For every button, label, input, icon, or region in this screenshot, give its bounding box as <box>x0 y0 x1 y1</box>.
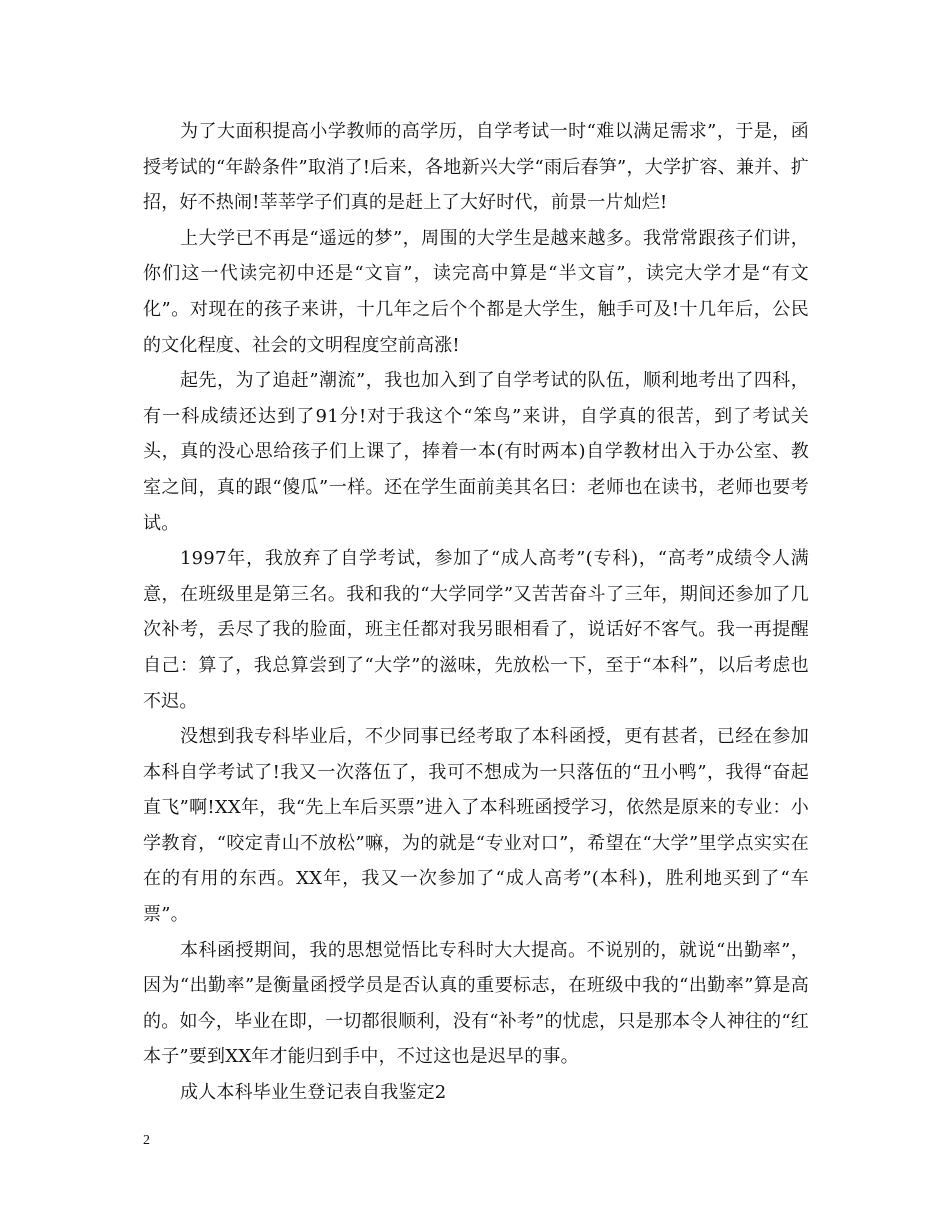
paragraph-1: 为了大面积提高小学教师的高学历，自学考试一时“难以满足需求”，于是，函授考试的“年龄条件”取消了!后来，各地新兴大学“雨后春笋”，大学扩容、兼并、扩招，好不热闹!莘莘学子们真的是赶上了大好时代，前景一片灿烂! <box>143 121 809 214</box>
paragraph-6: 本科函授期间，我的思想觉悟比专科时大大提高。不说别的，就说“出勤率”，因为“出勤率”是衡量函授学员是否认真的重要标志，在班级中我的“出勤率”算是高的。如今，毕业在即，一切都很顺利，没有“补考”的忧虑，只是那本令人神往的“红本子”要到XX年才能归到手中，不过这也是迟早的事。 <box>143 939 809 1068</box>
paragraph-5: 没想到我专科毕业后，不少同事已经考取了本科函授，更有甚者，已经在参加本科自学考试了!我又一次落伍了，我可不想成为一只落伍的“丑小鸭”，我得“奋起直飞”啊!XX年，我“先上车后买票”进入了本科班函授学习，依然是原来的专业：小学教育，“咬定青山不放松”嘛，为的就是“专业对口”，希望在“大学”里学点实实在在的有用的东西。XX年，我又一次参加了“成人高考”(本科)，胜利地买到了“车票”。 <box>143 726 809 926</box>
paragraph-3: 起先，为了追赶”潮流”，我也加入到了自学考试的队伍，顺利地考出了四科，有一科成绩还达到了91分!对于我这个“笨鸟”来讲，自学真的很苦，到了考试关头，真的没心思给孩子们上课了，捧着一本(有时两本)自学教材出入于办公室、教室之间，真的跟“傻瓜”一样。还在学生面前美其名曰：老师也在读书，老师也要考试。 <box>143 370 809 534</box>
paragraph-4: 1997年，我放弃了自学考试，参加了“成人高考”(专科)，“高考”成绩令人满意，在班级里是第三名。我和我的“大学同学”又苦苦奋斗了三年，期间还参加了几次补考，丢尽了我的脸面，班主任都对我另眼相看了，说话好不客气。我一再提醒自己：算了，我总算尝到了“大学”的滋味，先放松一下，至于“本科”，以后考虑也不迟。 <box>143 548 809 712</box>
page-number: 2 <box>143 1133 150 1148</box>
paragraph-2: 上大学已不再是“遥远的梦”，周围的大学生是越来越多。我常常跟孩子们讲，你们这一代读完初中还是“文盲”，读完高中算是“半文盲”，读完大学才是“有文化”。对现在的孩子来讲，十几年之后个个都是大学生，触手可及!十几年后，公民的文化程度、社会的文明程度空前高涨! <box>143 227 809 356</box>
document-body <box>143 114 809 1111</box>
section-heading: 成人本科毕业生登记表自我鉴定2 <box>180 1082 447 1104</box>
